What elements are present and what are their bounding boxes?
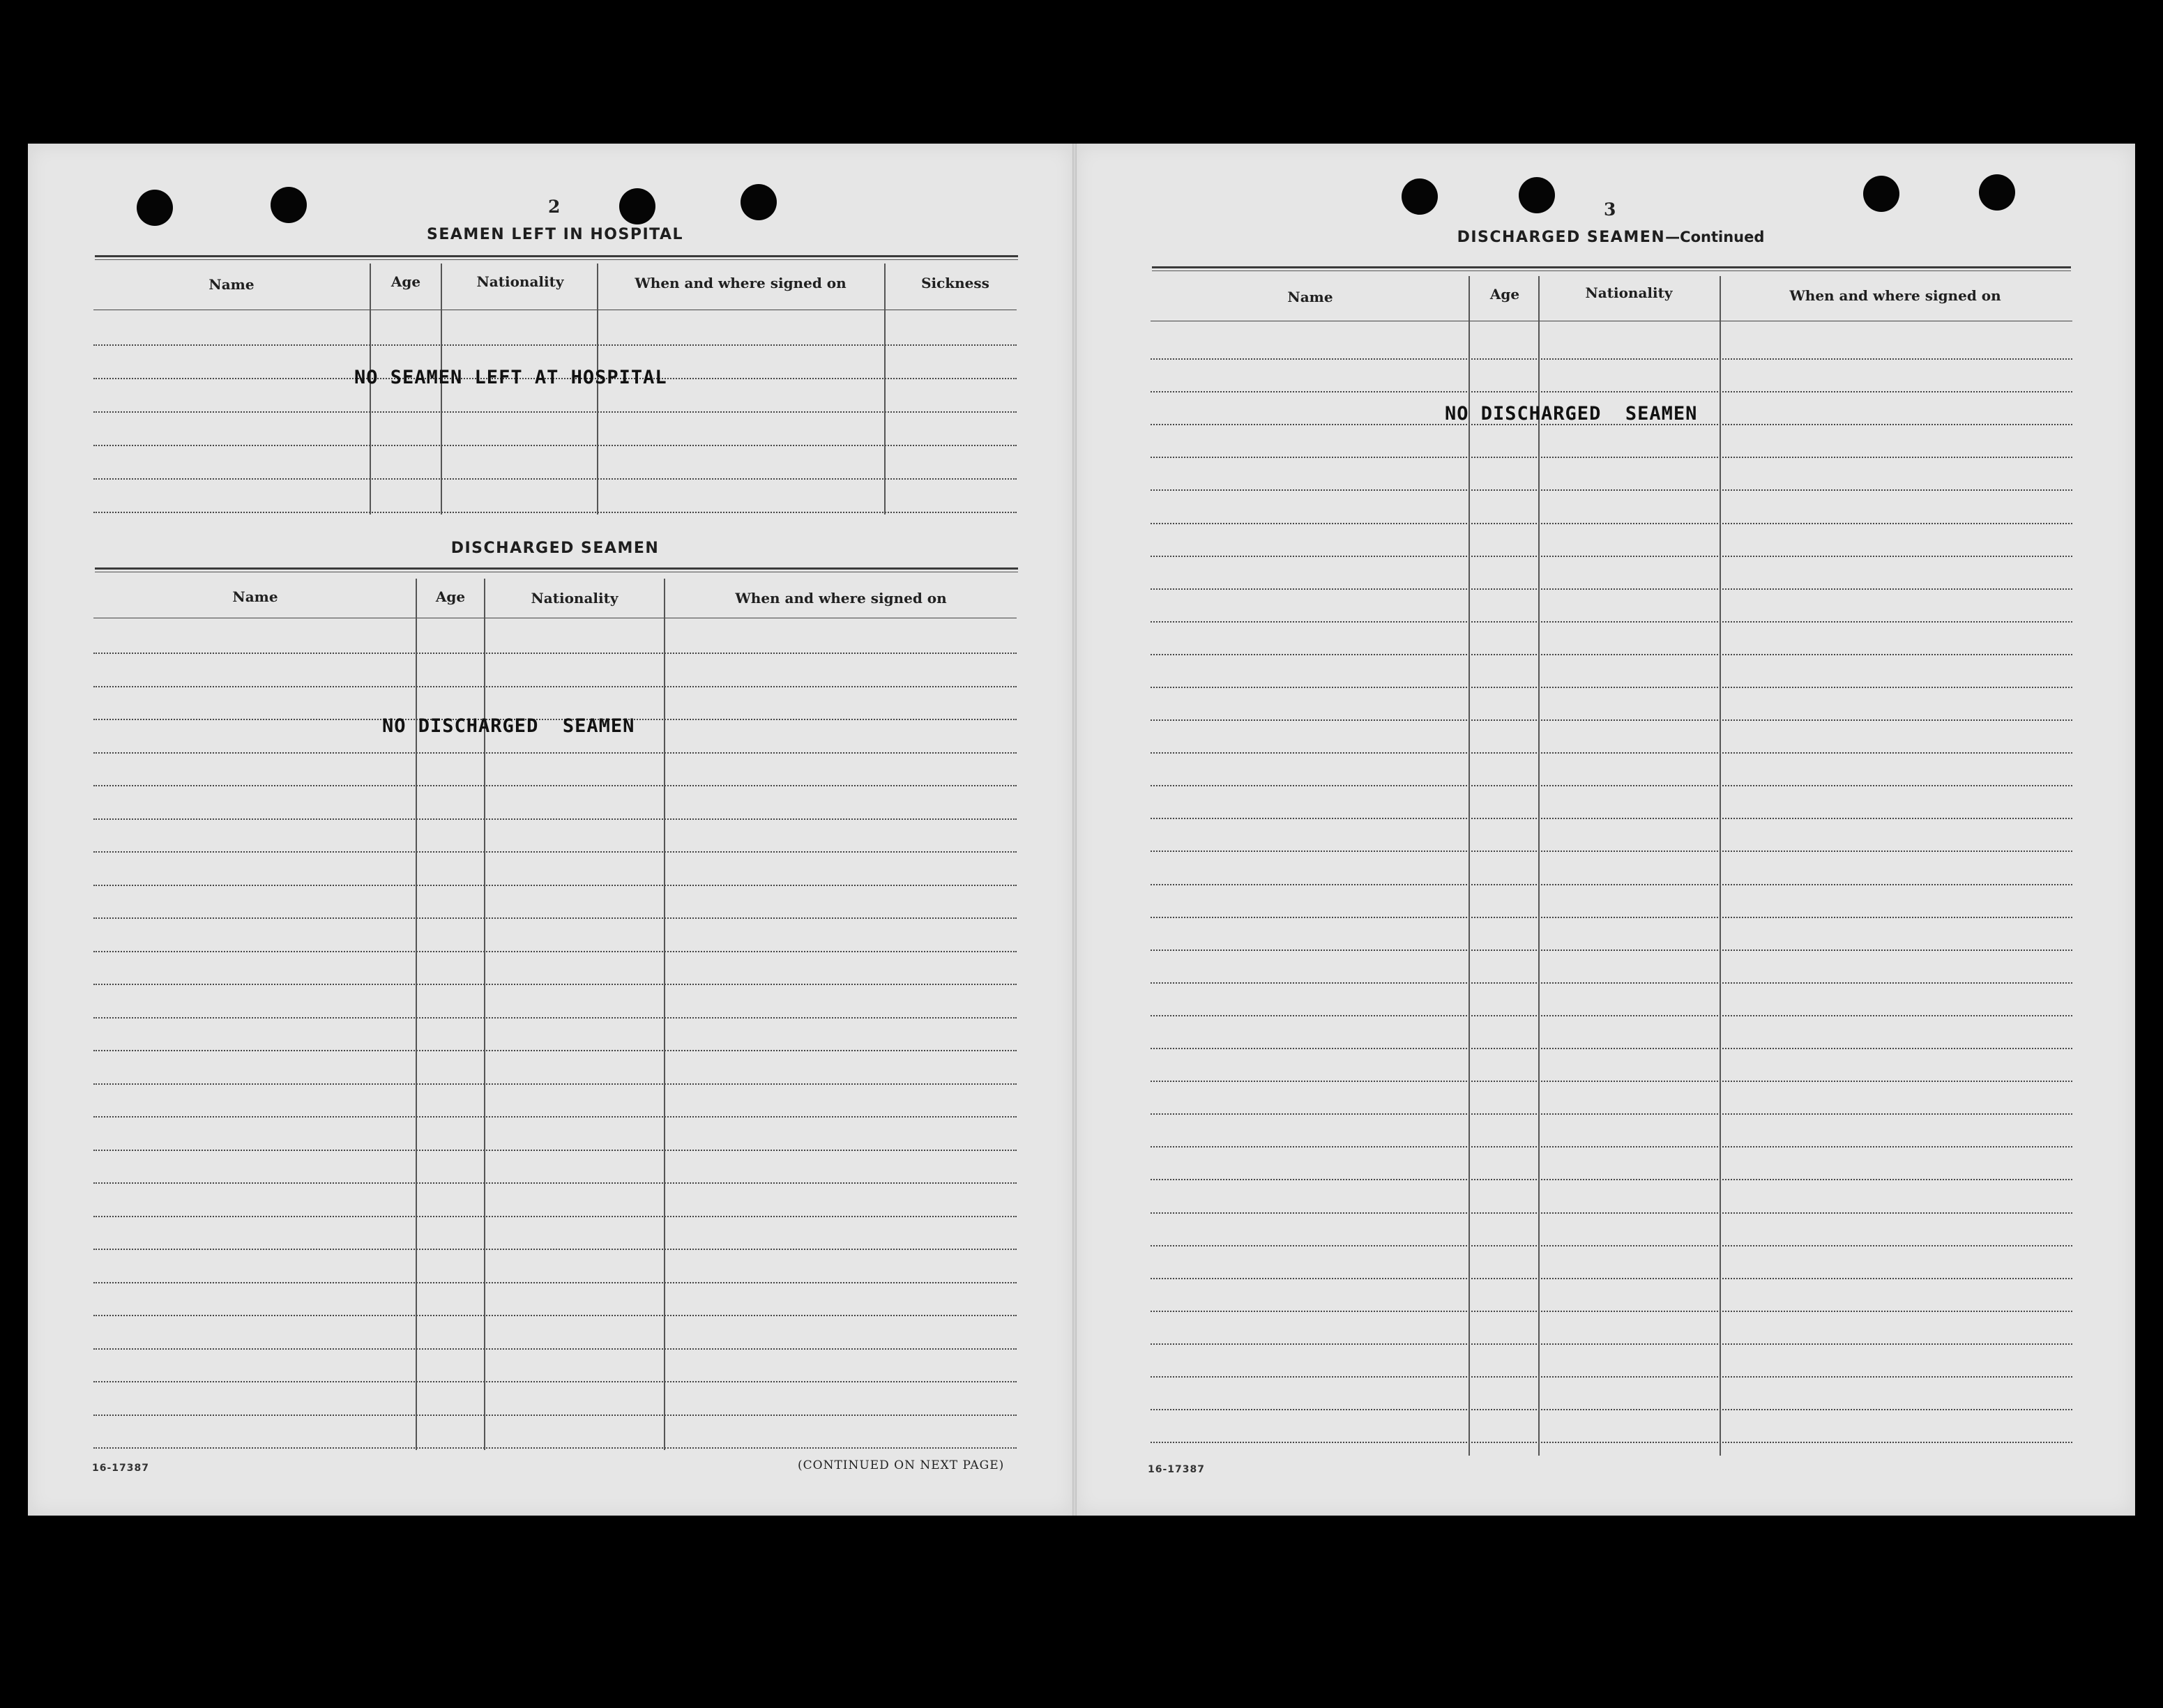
ruled-line (93, 653, 1017, 654)
punch-hole (271, 187, 307, 223)
col-name: Name (208, 276, 255, 293)
ruled-line (93, 851, 1017, 853)
ruled-line (1151, 719, 2072, 721)
ruled-line (1151, 1442, 2072, 1443)
ruled-line (93, 1182, 1017, 1184)
ruled-line (1151, 1081, 2072, 1082)
ruled-line (1151, 1179, 2072, 1180)
ruled-line (1151, 1278, 2072, 1279)
ruled-line (1151, 1212, 2072, 1214)
column-divider (441, 264, 442, 514)
ruled-line (1151, 457, 2072, 458)
page-fold (1072, 144, 1077, 1516)
ruled-line (93, 344, 1017, 346)
ruled-line (1151, 1409, 2072, 1410)
ruled-line (1151, 1113, 2072, 1115)
ruled-line (93, 785, 1017, 786)
col-when-where: When and where signed on (1789, 287, 2001, 304)
ruled-line (1151, 687, 2072, 688)
col-when-where: When and where signed on (635, 275, 847, 291)
col-sickness: Sickness (921, 275, 989, 291)
ruled-line (93, 1447, 1017, 1449)
ruled-line (1151, 588, 2072, 590)
ruled-line (1151, 1015, 2072, 1016)
form-number-right: 16-17387 (1148, 1464, 1205, 1475)
column-divider (484, 579, 485, 1450)
column-divider (664, 579, 665, 1450)
punch-hole (1519, 177, 1555, 213)
ruled-line (1151, 1343, 2072, 1345)
ruled-line (93, 1116, 1017, 1118)
punch-hole (1402, 178, 1438, 215)
ruled-line (1151, 884, 2072, 885)
ruled-line (1151, 1311, 2072, 1312)
column-divider (1538, 276, 1540, 1456)
ruled-line (93, 1017, 1017, 1019)
col-when-where: When and where signed on (735, 590, 947, 607)
title-main: DISCHARGED SEAMEN (1457, 229, 1666, 246)
discharged-typed-note: NO DISCHARGED SEAMEN (382, 715, 635, 737)
punch-hole (741, 184, 777, 220)
right-top-rule (1152, 266, 2071, 271)
ruled-line (1151, 982, 2072, 984)
ruled-line (93, 1282, 1017, 1283)
col-nationality: Nationality (476, 273, 564, 290)
ruled-line (1151, 1376, 2072, 1378)
col-nationality: Nationality (531, 590, 618, 607)
page-number-left: 2 (548, 197, 561, 217)
ruled-line (1151, 391, 2072, 392)
right-page (1075, 144, 2135, 1516)
left-page (28, 144, 1074, 1516)
ruled-line (1151, 950, 2072, 951)
ruled-line (93, 917, 1017, 919)
ruled-line (93, 1348, 1017, 1350)
ruled-line (1151, 1245, 2072, 1246)
punch-hole (137, 190, 173, 226)
ruled-line (93, 512, 1017, 513)
col-age: Age (390, 273, 421, 290)
column-divider (370, 264, 371, 514)
ruled-line (1151, 752, 2072, 754)
col-nationality: Nationality (1585, 284, 1673, 301)
ruled-line (1151, 358, 2072, 360)
continued-note: (CONTINUED ON NEXT PAGE) (798, 1458, 1005, 1472)
col-age: Age (1489, 286, 1520, 303)
ruled-line (93, 951, 1017, 952)
ruled-line (93, 1083, 1017, 1085)
column-divider (416, 579, 417, 1450)
ruled-line (93, 1216, 1017, 1217)
form-number-left: 16-17387 (92, 1463, 149, 1474)
ruled-line (1151, 523, 2072, 524)
ruled-line (93, 885, 1017, 886)
ruled-line (93, 686, 1017, 687)
ruled-line (93, 818, 1017, 820)
right-typed-note: NO DISCHARGED SEAMEN (1445, 403, 1698, 425)
ruled-line (1151, 851, 2072, 852)
ruled-line (1151, 556, 2072, 557)
column-divider (884, 264, 886, 514)
hospital-top-rule (95, 255, 1018, 260)
ruled-line (1151, 654, 2072, 655)
ruled-line (93, 1381, 1017, 1382)
ruled-line (93, 1249, 1017, 1250)
discharged-continued-title (1395, 229, 1827, 246)
ruled-line (93, 1150, 1017, 1151)
ruled-line (93, 1415, 1017, 1416)
ruled-line (93, 445, 1017, 446)
ruled-line (93, 411, 1017, 413)
ruled-line (1151, 489, 2072, 491)
ruled-line (93, 984, 1017, 985)
title-continued: —Continued (1665, 229, 1765, 245)
punch-hole (1863, 176, 1899, 212)
ruled-line (93, 1050, 1017, 1051)
punch-hole (619, 188, 655, 224)
ruled-line (93, 1315, 1017, 1316)
hospital-typed-note: NO SEAMEN LEFT AT HOSPITAL (354, 367, 667, 388)
ruled-line (1151, 621, 2072, 623)
ruled-line (93, 478, 1017, 480)
ruled-line (1151, 785, 2072, 786)
ruled-line (1151, 917, 2072, 918)
ruled-line (1151, 1146, 2072, 1147)
column-divider (597, 264, 598, 514)
hospital-section-title: SEAMEN LEFT IN HOSPITAL (426, 226, 683, 243)
ruled-line (1151, 818, 2072, 819)
col-name: Name (232, 588, 278, 605)
ruled-line (1151, 1048, 2072, 1049)
punch-hole (1979, 174, 2015, 211)
column-divider (1468, 276, 1470, 1456)
column-divider (1720, 276, 1721, 1456)
ruled-line (93, 752, 1017, 754)
discharged-top-rule (95, 567, 1018, 572)
col-name: Name (1287, 289, 1333, 305)
page-number-right: 3 (1604, 199, 1616, 220)
discharged-section-title: DISCHARGED SEAMEN (450, 540, 660, 557)
col-age: Age (435, 588, 466, 605)
